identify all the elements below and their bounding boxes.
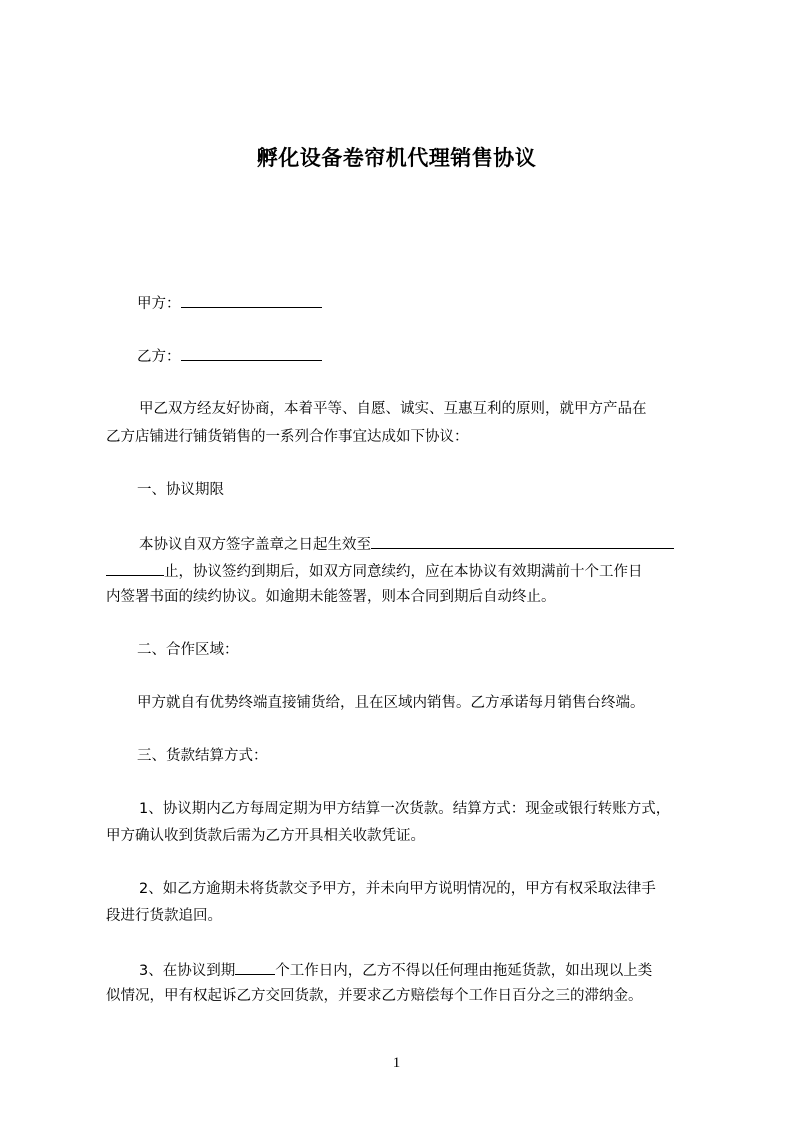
- party-b-line: [137, 345, 322, 367]
- item-3-line-1-text-b: 个工作日内，乙方不得以任何理由拖延货款，如出现以上类: [275, 963, 653, 979]
- item-3-line-1-text-a: 3、在协议到期: [139, 963, 236, 979]
- party-a-label: 甲方：: [137, 296, 181, 312]
- party-a-blank: [181, 292, 322, 308]
- payment-days-blank: [235, 959, 275, 975]
- party-a-line: [137, 292, 322, 314]
- party-b-blank: [181, 345, 322, 361]
- party-b-label: 乙方：: [137, 349, 181, 365]
- section-1-line-1: [139, 533, 674, 555]
- section-1-line-2: [106, 560, 643, 582]
- section-3-heading: 三、货款结算方式：: [137, 748, 268, 764]
- term-end-date-blank: [371, 533, 674, 549]
- section-2-heading: 二、合作区域：: [137, 642, 239, 658]
- section-2-line-1: 甲方就自有优势终端直接铺货给，且在区域内销售。乙方承诺每月销售台终端。: [137, 695, 645, 711]
- item-3-line-2: 似情况，甲有权起诉乙方交回货款，并要求乙方赔偿每个工作日百分之三的滞纳金。: [106, 988, 643, 1004]
- section-1-line-3: 内签署书面的续约协议。如逾期未能签署，则本合同到期后自动终止。: [106, 589, 556, 605]
- item-2-line-2: 段进行货款追回。: [106, 908, 222, 924]
- item-3-line-1: [139, 959, 652, 981]
- item-1-line-2: 甲方确认收到货款后需为乙方开具相关收款凭证。: [106, 828, 425, 844]
- item-2-line-1: 2、如乙方逾期未将货款交予甲方，并未向甲方说明情况的，甲方有权采取法律手: [139, 881, 656, 897]
- intro-line-1: 甲乙双方经友好协商，本着平等、自愿、诚实、互惠互利的原则，就甲方产品在: [139, 401, 647, 417]
- item-1-line-1: 1、协议期内乙方每周定期为甲方结算一次货款。结算方式：现金或银行转账方式，: [139, 801, 671, 817]
- term-end-date-blank-continued: [106, 560, 164, 576]
- intro-line-2: 乙方店铺进行铺货销售的一系列合作事宜达成如下协议：: [106, 429, 469, 445]
- section-1-heading: 一、协议期限: [137, 482, 224, 498]
- document-title: 孵化设备卷帘机代理销售协议: [256, 146, 537, 170]
- section-1-line-1-text: 本协议自双方签字盖章之日起生效至: [139, 537, 371, 553]
- section-1-line-2-text: 止，协议签约到期后，如双方同意续约，应在本协议有效期满前十个工作日: [164, 564, 643, 580]
- page-number: 1: [392, 1055, 401, 1071]
